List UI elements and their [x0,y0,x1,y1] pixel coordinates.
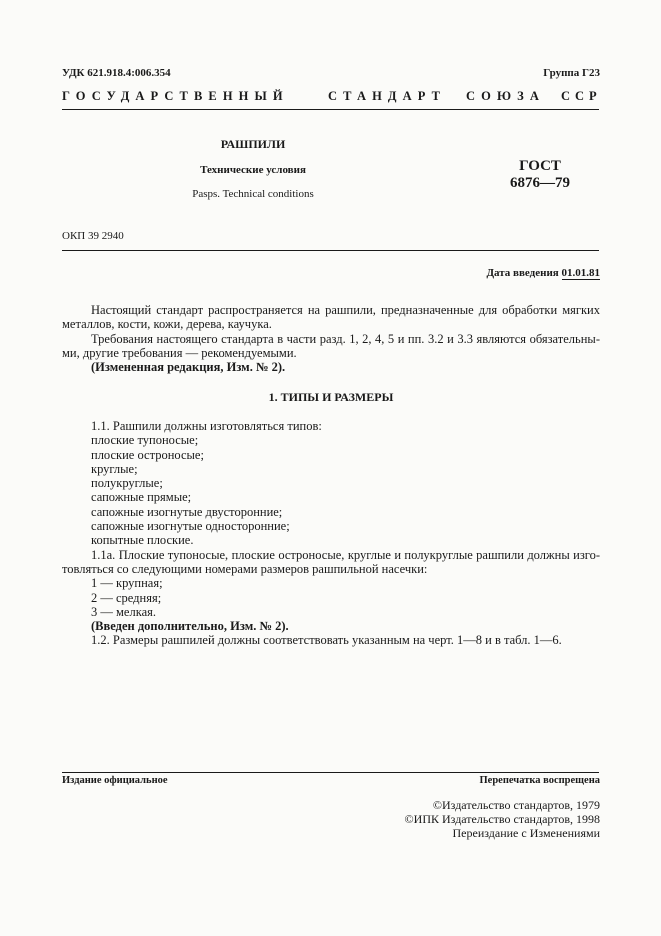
clause-1-1a-line1: 1.1а. Плоские тупоносые, плоские остроносые, круглые и полукруглые рашпили должны изго- [91,547,600,562]
clause-1-1a-line2: товляться со следующими номерами размеров рашпильной насечки: [62,561,428,576]
standard-word-3: СОЮЗА [466,89,545,103]
type-item: круглые; [91,461,138,476]
type-item: полукруглые; [91,476,163,491]
intro-p1-line2: металлов, кости, кожи, дерева, каучука. [62,317,272,332]
edit-note: (Измененная редакция, Изм. № 2). [91,360,286,375]
type-item: плоские остроносые; [91,447,204,462]
standard-word-1: ГОСУДАРСТВЕННЫЙ [62,89,289,103]
type-item: плоские тупоносые; [91,433,199,448]
type-item: сапожные прямые; [91,490,192,505]
intro-date-label: Дата введения [486,267,559,279]
document-subtitle: Технические условия [200,164,306,176]
intro-p2-line2: ми, другие требования — рекомендуемыми. [62,345,297,360]
section-heading: 1. ТИПЫ И РАЗМЕРЫ [268,390,394,404]
size-item: 1 — крупная; [91,576,163,591]
official-edition: Издание официальное [62,775,168,786]
section1-body [62,419,600,648]
copyright-1979: ©Издательство стандартов, 1979 [432,798,600,812]
type-item: копытные плоские. [91,533,194,548]
intro-section [62,303,600,374]
udk-code: УДК 621.918.4:006.354 [62,67,171,79]
copyright-1998: ©ИПК Издательство стандартов, 1998 [404,812,600,826]
group-code: Группа Г23 [543,67,600,79]
size-item: 3 — мелкая. [91,604,157,619]
intro-p2-line1: Требования настоящего стандарта в части разд. 1, 2, 4, 5 и пп. 3.2 и 3.3 являются обязательны- [91,331,600,346]
clause-1-1: 1.1. Рашпили должны изготовляться типов: [91,419,322,433]
added-note: (Введен дополнительно, Изм. № 2). [91,619,289,634]
reprint-notice: Перепечатка воспрещена [479,775,600,786]
intro-p1-line1: Настоящий стандарт распространяется на рашпили, предназначенные для обработки мягких [91,303,600,317]
document-title: РАШПИЛИ [220,137,286,151]
clause-1-2: 1.2. Размеры рашпилей должны соответствовать указанным на черт. 1—8 и в табл. 1—6. [91,633,562,648]
gost-label: ГОСТ [519,158,561,174]
intro-date [486,267,600,279]
gost-number: 6876—79 [510,175,570,191]
english-title: Pasps. Technical conditions [192,188,314,200]
type-item: сапожные изогнутые односторонние; [91,519,290,534]
footer-rule [62,772,599,773]
size-item: 2 — средняя; [91,590,162,605]
header-rule [62,109,599,110]
type-item: сапожные изогнутые двусторонние; [91,504,283,519]
okp-code: ОКП 39 2940 [62,230,124,242]
intro-date-value: 01.01.81 [561,267,600,279]
standard-word-4: ССР [561,89,602,103]
reissue-note: Переиздание с Изменениями [452,826,600,840]
title-rule [62,250,599,251]
standard-word-2: СТАНДАРТ [328,89,447,103]
